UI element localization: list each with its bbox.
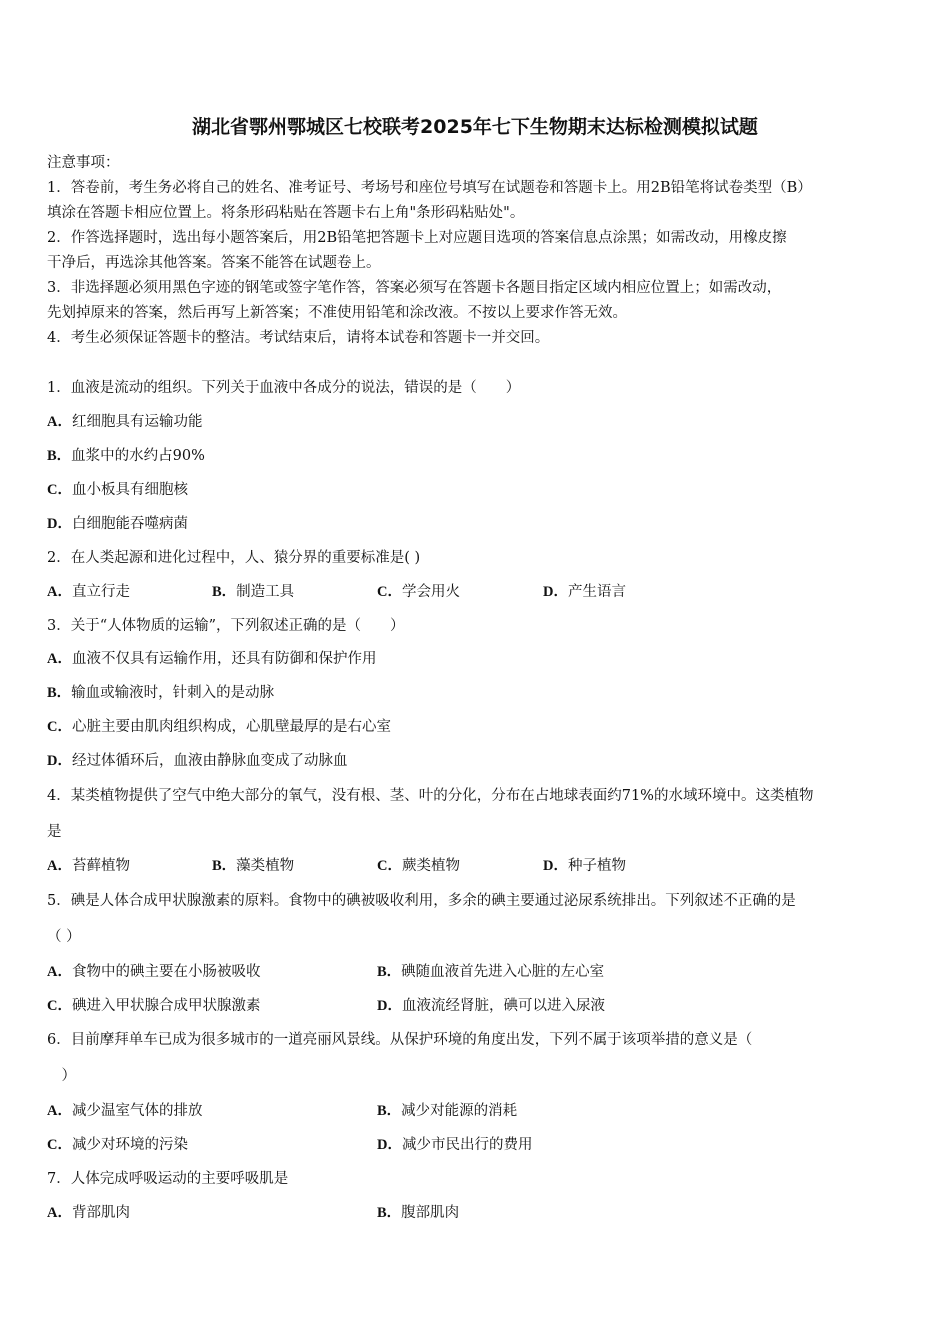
- question-5-option-c: [47, 994, 260, 1015]
- option-text: 减少温室气体的排放: [71, 1103, 203, 1119]
- option-letter: C．: [47, 482, 72, 498]
- question-4-option-b: [212, 854, 294, 875]
- option-text: 制造工具: [236, 584, 295, 600]
- question-6-stem-continued: ）: [47, 1068, 76, 1084]
- question-4-stem-continued: 是: [47, 824, 62, 840]
- option-text: 减少市民出行的费用: [401, 1137, 533, 1153]
- option-text: 心脏主要由肌肉组织构成，心肌壁最厚的是右心室: [71, 719, 391, 735]
- option-text: 减少对环境的污染: [71, 1137, 188, 1153]
- option-text: 减少对能源的消耗: [401, 1103, 518, 1119]
- option-letter: B．: [47, 685, 72, 701]
- notes-heading: 注意事项：: [47, 155, 120, 171]
- question-3-option-a: [47, 647, 376, 668]
- notes-line: 干净后，再选涂其他答案。答案不能答在试题卷上。: [47, 255, 381, 271]
- option-letter: D．: [47, 516, 72, 532]
- option-text: 血液流经肾脏，碘可以进入尿液: [401, 998, 605, 1014]
- page-title: 湖北省鄂州鄂城区七校联考2025年七下生物期末达标检测模拟试题: [192, 116, 758, 138]
- option-letter: D．: [377, 998, 402, 1014]
- option-letter: B．: [377, 964, 402, 980]
- notes-line: 2．作答选择题时，选出每小题答案后，用2B铅笔把答题卡上对应题目选项的答案信息点涂黑；如需改动，用橡皮擦: [47, 230, 787, 246]
- option-letter: B．: [47, 448, 72, 464]
- option-text: 经过体循环后，血液由静脉血变成了动脉血: [71, 753, 348, 769]
- question-1-stem: 1．血液是流动的组织。下列关于血液中各成分的说法，错误的是（ ）: [47, 380, 521, 396]
- option-text: 血液不仅具有运输作用，还具有防御和保护作用: [71, 651, 377, 667]
- question-3-option-c: [47, 715, 391, 736]
- question-5-option-b: [377, 960, 604, 981]
- option-letter: A．: [47, 1205, 72, 1221]
- option-text: 直立行走: [71, 584, 130, 600]
- question-4-option-d: [543, 854, 626, 875]
- question-1-option-b: [47, 444, 205, 465]
- question-2-option-b: [212, 580, 294, 601]
- option-text: 蕨类植物: [401, 858, 460, 874]
- option-letter: A．: [47, 1103, 72, 1119]
- option-text: 血浆中的水约占90%: [71, 448, 205, 464]
- question-5-stem-continued: （ ）: [47, 929, 81, 945]
- question-2-option-c: [377, 580, 460, 601]
- question-1-option-d: [47, 512, 188, 533]
- question-3-stem: 3．关于“人体物质的运输”，下列叙述正确的是（ ）: [47, 618, 405, 634]
- question-5-option-d: [377, 994, 605, 1015]
- question-2-option-d: [543, 580, 626, 601]
- question-7-option-a: [47, 1201, 130, 1222]
- option-letter: A．: [47, 858, 72, 874]
- option-text: 白细胞能吞噬病菌: [71, 516, 188, 532]
- option-text: 苔藓植物: [71, 858, 130, 874]
- option-text: 输血或输液时，针刺入的是动脉: [71, 685, 275, 701]
- question-2-stem: 2．在人类起源和进化过程中，人、猿分界的重要标准是( ): [47, 550, 421, 566]
- option-letter: C．: [47, 719, 72, 735]
- option-letter: C．: [47, 998, 72, 1014]
- question-2-option-a: [47, 580, 130, 601]
- question-3-option-b: [47, 681, 274, 702]
- question-6-option-b: [377, 1099, 517, 1120]
- question-6-stem: 6．目前摩拜单车已成为很多城市的一道亮丽风景线。从保护环境的角度出发，下列不属于该项举措的意义是（: [47, 1032, 753, 1048]
- option-letter: A．: [47, 584, 72, 600]
- notes-line: 填涂在答题卡相应位置上。将条形码粘贴在答题卡右上角"条形码粘贴处"。: [47, 205, 525, 221]
- option-letter: B．: [212, 858, 237, 874]
- option-text: 产生语言: [567, 584, 626, 600]
- option-text: 碘进入甲状腺合成甲状腺激素: [71, 998, 261, 1014]
- notes-line: 3．非选择题必须用黑色字迹的钢笔或签字笔作答，答案必须写在答题卡各题目指定区域内相应位置上；如需改动，: [47, 280, 782, 296]
- option-letter: D．: [47, 753, 72, 769]
- option-text: 血小板具有细胞核: [71, 482, 188, 498]
- option-letter: D．: [543, 584, 568, 600]
- option-letter: D．: [543, 858, 568, 874]
- option-text: 食物中的碘主要在小肠被吸收: [71, 964, 261, 980]
- option-letter: A．: [47, 414, 72, 430]
- question-4-option-c: [377, 854, 460, 875]
- question-6-option-c: [47, 1133, 188, 1154]
- question-7-stem: 7．人体完成呼吸运动的主要呼吸肌是: [47, 1171, 289, 1187]
- option-letter: A．: [47, 964, 72, 980]
- notes-line: 先划掉原来的答案，然后再写上新答案；不准使用铅笔和涂改液。不按以上要求作答无效。: [47, 305, 627, 321]
- option-text: 背部肌肉: [71, 1205, 130, 1221]
- option-text: 红细胞具有运输功能: [71, 414, 203, 430]
- option-letter: C．: [47, 1137, 72, 1153]
- option-letter: B．: [212, 584, 237, 600]
- option-letter: C．: [377, 584, 402, 600]
- option-letter: B．: [377, 1103, 402, 1119]
- option-text: 学会用火: [401, 584, 460, 600]
- option-letter: B．: [377, 1205, 402, 1221]
- option-text: 碘随血液首先进入心脏的左心室: [401, 964, 605, 980]
- question-6-option-d: [377, 1133, 532, 1154]
- option-letter: D．: [377, 1137, 402, 1153]
- question-1-option-a: [47, 410, 202, 431]
- question-6-option-a: [47, 1099, 202, 1120]
- notes-line: 4．考生必须保证答题卡的整洁。考试结束后，请将本试卷和答题卡一并交回。: [47, 330, 550, 346]
- question-5-stem: 5．碘是人体合成甲状腺激素的原料。食物中的碘被吸收利用，多余的碘主要通过泌尿系统排出。下列叙述不正确的是: [47, 893, 796, 909]
- option-text: 种子植物: [567, 858, 626, 874]
- option-text: 藻类植物: [236, 858, 295, 874]
- question-1-option-c: [47, 478, 188, 499]
- question-5-option-a: [47, 960, 260, 981]
- question-4-option-a: [47, 854, 130, 875]
- question-3-option-d: [47, 749, 347, 770]
- option-text: 腹部肌肉: [401, 1205, 460, 1221]
- question-4-stem: 4．某类植物提供了空气中绝大部分的氧气，没有根、茎、叶的分化，分布在占地球表面约71%的水域环境中。这类植物: [47, 788, 814, 804]
- option-letter: A．: [47, 651, 72, 667]
- option-letter: C．: [377, 858, 402, 874]
- question-7-option-b: [377, 1201, 459, 1222]
- notes-section: [47, 151, 907, 351]
- notes-line: 1．答卷前，考生务必将自己的姓名、准考证号、考场号和座位号填写在试题卷和答题卡上。用2B铅笔将试卷类型（B）: [47, 180, 812, 196]
